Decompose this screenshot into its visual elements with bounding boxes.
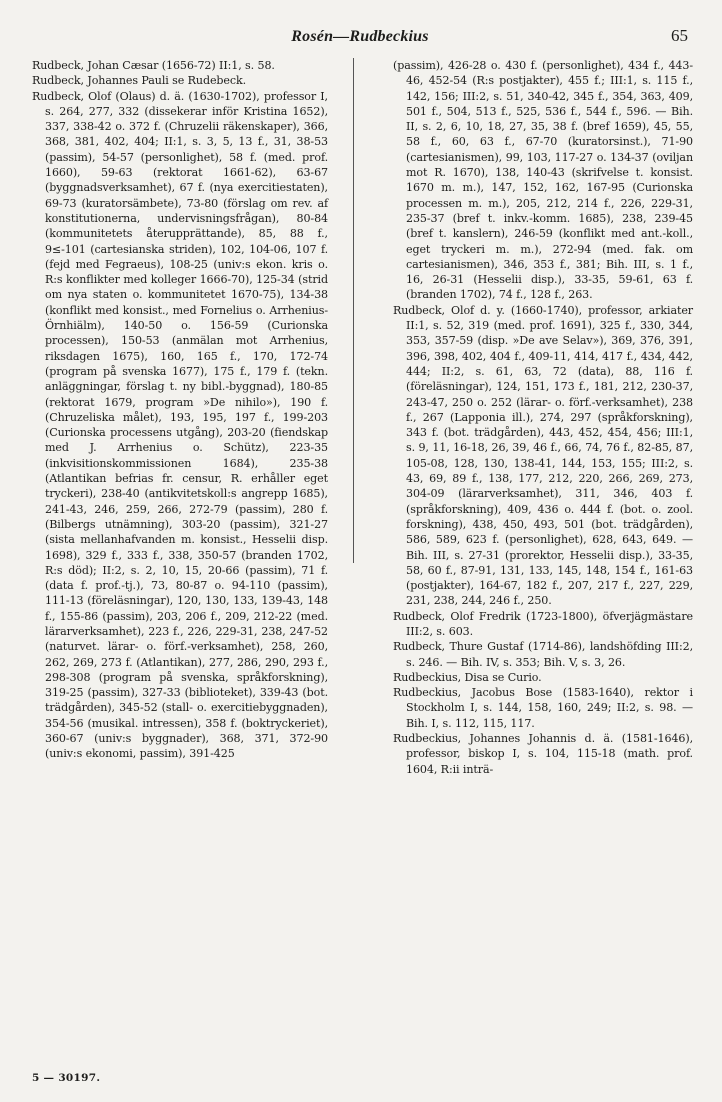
index-entry: Rudbeck, Johan Cæsar (1656-72) II:1, s. 58. bbox=[32, 59, 275, 72]
index-entry: Rudbeck, Olof d. y. (1660-1740), professor, arkiater II:1, s. 52, 319 (med. prof. 1691), 325 f., 330, 344, 353, 357-59 (disp. »De ave Selav»), 369, 376, 391, 396, 398, 402, 404 f., 409-11, 414, 417 f., 434, 442, 444; II:2, s. 61, 63, 72 (data), 88, 116 f. (föreläsningar), 124, 151, 173 f., 181, 212, 230-37, 243-47, 250 o. 252 (lärar- o. förf.-verksamhet), 238 f., 267 (Lapponia ill.), 274, 297 (språkforskning), 343 f. (bot. trädgården), 443, 452, 454, 456; III:1, s. 9, 11, 16-18, 26, 39, 46 f., 66, 74, 76 f., 82-85, 87, 105-08, 128, 130, 138-41, 144, 153, 155; III:2, s. 43, 69, 89 f., 138, 177, 212, 220, 266, 269, 273, 304-09 (lärarverksamhet), 311, 346, 403 f. (språkforskning), 409, 436 o. 444 f. (bot. o. zool. forskning), 438, 450, 493, 501 (bot. trädgården), 586, 589, 623 f. (personlighet), 628, 643, 649. — Bih. III, s. 27-31 (prorektor, Hesselii disp.), 33-35, 58, 60 f., 87-91, 131, 133, 145, 148, 154 f., 161-63 (postjakter), 164-67, 182 f., 207, 217 f., 227, 229, 231, 238, 244, 246 f., 250. bbox=[393, 303, 693, 608]
index-entry: Rudbeckius, Johannes Johannis d. ä. (1581-1646), professor, biskop I, s. 104, 115-18 (math. prof. 1604, R:ii inträ- bbox=[393, 732, 693, 776]
index-entry: (passim), 426-28 o. 430 f. (personlighet), 434 f., 443-46, 452-54 (R:s postjakter), 455 f.; III:1, s. 115 f., 142, 156; III:2, s. 51, 340-42, 345 f., 354, 363, 409, 501 f., 504, 513 f., 525, 536 f., 544 f., 596. — Bih. II, s. 2, 6, 10, 18, 27, 35, 38 f. (bref 1659), 45, 55, 58 f., 60, 63 f., 67-70 (kuratorsinst.), 71-90 (cartesianismen), 99, 103, 117-27 o. 134-37 (oviljan mot R. 1670), 138, 140-43 (skrifvelse t. konsist. 1670 m. m.), 147, 152, 162, 167-95 (Curionska processen m. m.), 205, 212, 214 f., 226, 229-31, 235-37 (bref t. inkv.-komm. 1685), 238, 239-45 (bref t. kanslern), 246-59 (konflikt med ant.-koll., eget tryckeri m. m.), 272-94 (med. fak. om cartesianismen), 346, 353 f., 381; Bih. III, s. 1 f., 16, 26-31 (Hesselii disp.), 33-35, 59-61, 63 f. (branden 1702), 74 f., 128 f., 263. bbox=[393, 59, 693, 302]
index-entry: Rudbeckius, Disa se Curio. bbox=[393, 670, 542, 684]
index-entry: Rudbeck, Johannes Pauli se Rudebeck. bbox=[32, 74, 247, 88]
printer-signature: 5 — 30197. bbox=[32, 1072, 101, 1084]
column-divider bbox=[353, 58, 354, 563]
index-entry: Rudbeck, Thure Gustaf (1714-86), landshöfding III:2, s. 246. — Bih. IV, s. 353; Bih. V, s. 3, 26. bbox=[393, 640, 693, 669]
left-column bbox=[32, 58, 328, 762]
index-entry: Rudbeck, Olof Fredrik (1723-1800), öfverjägmästare III:2, s. 603. bbox=[393, 609, 693, 638]
page-header bbox=[32, 24, 688, 48]
index-entry: Rudbeck, Olof (Olaus) d. ä. (1630-1702), professor I, s. 264, 277, 332 (dissekerar inför Kristina 1652), 337, 338-42 o. 372 f. (Chruzelii räkenskaper), 366, 368, 381, 402, 404; II:1, s. 3, 5, 13 f., 31, 38-53 (passim), 54-57 (personlighet), 58 f. (med. prof. 1660), 59-63 (rektorat 1661-62), 63-67 (byggnadsverksamhet), 67 f. (nya exercitiestaten), 69-73 (kuratorsämbete), 73-80 (förslag om rev. af konstitutionerna, undervisningsfrågan), 80-84 (kommunitetets återupprättande), 85, 88 f., 9≤-101 (cartesianska striden), 102, 104-06, 107 f. (fejd med Fegraeus), 108-25 (univ:s ekon. kris o. R:s konflikter med kolleger 1666-70), 125-34 (strid om nya staten o. kommunitetet 1670-75), 134-38 (konflikt med konsist., med Fornelius o. Arrhenius-Örnhiälm), 140-50 o. 156-59 (Curionska processen), 150-53 (anmälan mot Arrhenius, riksdagen 1675), 160, 165 f., 170, 172-74 (program på svenska 1677), 175 f., 179 f. (tekn. anläggningar, förslag t. ny bibl.-byggnad), 180-85 (rektorat 1679, program »De nihilo»), 190 f. (Chruzeliska målet), 193, 195, 197 f., 199-203 (Curionska processens utgång), 203-20 (fiendskap med J. Arrhenius o. Schütz), 223-35 (inkvisitionskommissionen 1684), 235-38 (Atlantikan befrias fr. censur, R. erhåller eget tryckeri), 238-40 (antikvitetskoll:s angrepp 1685), 241-43, 246, 259, 266, 272-79 (passim), 280 f. (Bilbergs utnämning), 303-20 (passim), 321-27 (sista mellanhafvanden m. konsist., Hesselii disp. 1698), 329 f., 333 f., 338, 350-57 (branden 1702, R:s död); II:2, s. 2, 10, 15, 20-66 (passim), 71 f. (data f. prof.-tj.), 73, 80-87 o. 94-110 (passim), 111-13 (föreläsningar), 120, 130, 133, 139-43, 148 f., 155-86 (passim), 203, 206 f., 209, 212-22 (med. lärarverksamhet), 223 f., 226, 229-31, 238, 247-52 (naturvet. lärar- o. förf.-verksamhet), 258, 260, 262, 269, 273 f. (Atlantikan), 277, 286, 290, 293 f., 298-308 (program på svenska, språkforskning), 319-25 (passim), 327-33 (biblioteket), 339-43 (bot. trädgården), 345-52 (stall- o. exercitiebyggnaden), 354-56 (musikal. intressen), 358 f. (boktryckeriet), 360-67 (univ:s byggnader), 368, 371, 372-90 (univ:s ekonomi, passim), 391-425 bbox=[32, 89, 328, 761]
index-entry: Rudbeckius, Jacobus Bose (1583-1640), rektor i Stockholm I, s. 144, 158, 160, 249; II:2, s. 98. — Bih. I, s. 112, 115, 117. bbox=[393, 686, 693, 730]
right-column bbox=[393, 58, 693, 777]
running-head: Rosén—Rudbeckius bbox=[291, 28, 429, 45]
page-number: 65 bbox=[671, 26, 688, 45]
